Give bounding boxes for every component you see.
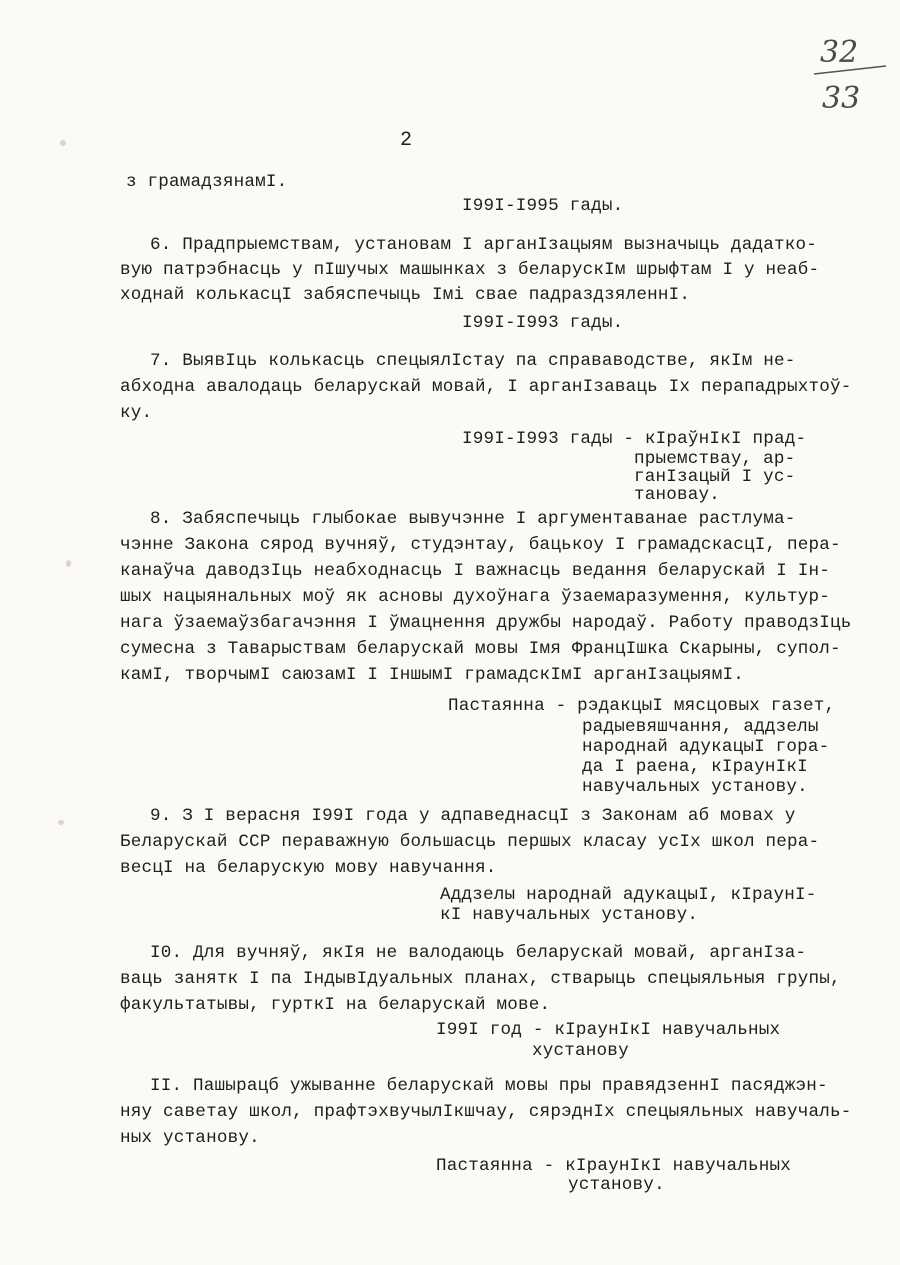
page-number: 2 (400, 129, 413, 152)
item10-responsible: хустанову (532, 1041, 629, 1061)
item9-line: 9. З I верасня I99I года у адпаведнасцI з Законам аб мовах у (150, 806, 796, 826)
item7-line: ку. (120, 403, 153, 423)
handwritten-folio-numbers (808, 30, 888, 120)
item8-responsible: радыевяшчання, аддзелы (582, 717, 819, 737)
item8-responsible: народнай адукацыI горa- (582, 737, 830, 757)
item6-period: I99I-I993 гады. (462, 313, 624, 333)
item11-responsible: Пастаянна - кIраунIкI навучальных (436, 1156, 792, 1176)
item8-line: чэнне Закона сярод вучняў, студэнтау, бацькоу I грамадскасцI, пера- (120, 535, 841, 555)
item7-line: абходна авалодаць беларускай мовай, I арганIзаваць Iх перападрыхтоў- (120, 377, 852, 397)
item8-line: нага ўзаемаўзбагачэння I ўмацнення дружбы народаў. Работу праводзIць (120, 613, 852, 633)
item7-line: 7. ВыявIць колькасць спецыялIстау па справаводстве, якIм не- (150, 351, 796, 371)
item9-line: весцI на беларускую мову навучання. (120, 858, 497, 878)
item8-line: 8. Забяспечыць глыбокае вывучэнне I аргументаванае растлума- (150, 509, 796, 529)
item8-responsible: Пастаянна - рэдакцыI мясцовых газет, (448, 696, 836, 716)
paper-speck (66, 560, 71, 567)
item7-responsible: тановау. (634, 485, 721, 505)
folio-number-bottom: 33 (822, 81, 861, 116)
item9-responsible: кI навучальных установу. (440, 905, 699, 925)
item10-line: ваць занятк I па IндывIдуальных планах, стварыць спецыяльныя групы, (120, 969, 841, 989)
item8-responsible: да I раена, кIраунIкI (582, 757, 808, 777)
item6-line: ходнай колькасцI забяспечыць Iмі свае падраздзяленнI. (120, 285, 691, 305)
item10-responsible: I99I год - кIраунIкI навучальных (436, 1020, 781, 1040)
item7-responsible: I99I-I993 гады - кIраўнIкI прад- (462, 429, 807, 449)
item9-line: Беларускай ССР пераважную большасць першых класау усIх школ пера- (120, 832, 820, 852)
intro-line: з грамадзянамI. (126, 172, 288, 192)
archive-folio-mark (808, 30, 888, 120)
item7-responsible: прыемствау, ар- (634, 449, 796, 469)
item11-line: няу саветау школ, прафтэхвучылIкшчау, сярэднIх спецыяльных навучаль- (120, 1102, 852, 1122)
item11-line: II. Пашырацб ужыванне беларускай мовы пры правядзеннI пасяджэн- (150, 1076, 828, 1096)
item7-responsible: ганIзацый I ус- (634, 467, 796, 487)
item10-line: факультатывы, гурткI на беларускай мове. (120, 995, 551, 1015)
intro-period: I99I-I995 гады. (462, 196, 624, 216)
item9-responsible: Аддзелы народнай адукацыI, кIраунI- (440, 885, 817, 905)
folio-number-top: 32 (820, 35, 859, 70)
item11-line: ных установу. (120, 1128, 260, 1148)
paper-speck (58, 820, 64, 825)
item11-responsible: установу. (568, 1175, 665, 1195)
paper-speck (60, 140, 66, 146)
item10-line: I0. Для вучняў, якIя не валодаюць беларускай мовай, арганIза- (150, 943, 807, 963)
item8-line: шых нацыянальных моў як асновы духоўнага ўзаемаразумення, культур- (120, 587, 831, 607)
item8-line: сумесна з Таварыствам беларускай мовы Iмя ФранцIшка Скарыны, супол- (120, 639, 841, 659)
item8-line: канаўча даводзIць неабходнасць I важнасць ведання беларускай I Iн- (120, 561, 831, 581)
item6-line: 6. Прадпрыемствам, установам I арганIзацыям вызначыць дадатко- (150, 235, 817, 255)
item8-responsible: навучальных установу. (582, 777, 808, 797)
item6-line: вую патрэбнасць у пIшучых машынках з беларускIм шрыфтам I у неаб- (120, 260, 820, 280)
item8-line: камI, творчымI саюзамI I IншымI грамадскIмI арганIзацыямI. (120, 665, 744, 685)
